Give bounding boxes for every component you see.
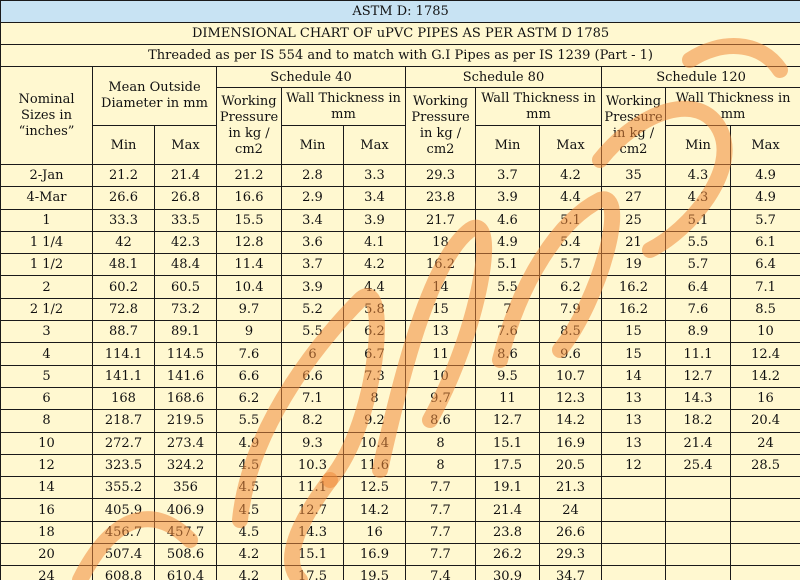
nominal-size-cell: 2 <box>1 276 93 298</box>
od-min-cell: 88.7 <box>93 321 155 343</box>
od-min-header: Min <box>93 126 155 165</box>
sch120-wall-min-cell: 5.5 <box>666 231 731 253</box>
sch40-wall-max-cell: 7.3 <box>344 365 406 387</box>
sch40-wall-min-cell: 2.9 <box>282 187 344 209</box>
sch120-pressure-cell: 14 <box>602 365 666 387</box>
sch40-wall-min-cell: 14.3 <box>282 521 344 543</box>
sch120-wall-max-cell <box>731 477 800 499</box>
nominal-size-cell: 1 1/2 <box>1 254 93 276</box>
sch40-pressure-cell: 16.6 <box>217 187 282 209</box>
sch80-wall-max-cell: 7.9 <box>540 298 602 320</box>
sch120-pressure-cell <box>602 544 666 566</box>
sch120-pressure-cell: 12 <box>602 454 666 476</box>
sch120-wall-min-cell <box>666 521 731 543</box>
table-row <box>1 544 800 566</box>
table-row <box>1 432 800 454</box>
sch120-pressure-cell <box>602 499 666 521</box>
nominal-size-header: Nominal Sizes in “inches” <box>1 67 93 165</box>
od-max-cell: 60.5 <box>155 276 217 298</box>
sch40-pressure-cell: 4.5 <box>217 521 282 543</box>
sch80-wall-max-cell: 24 <box>540 499 602 521</box>
sch80-wall-min-cell: 3.9 <box>476 187 540 209</box>
sch40-pressure-cell: 10.4 <box>217 276 282 298</box>
sch80-wall-max-cell: 5.4 <box>540 231 602 253</box>
od-min-cell: 507.4 <box>93 544 155 566</box>
table-row <box>1 499 800 521</box>
sch40-wall-min-cell: 5.5 <box>282 321 344 343</box>
sch40-wall-min-cell: 7.1 <box>282 387 344 409</box>
table-row <box>1 387 800 409</box>
sch40-pressure-cell: 4.2 <box>217 544 282 566</box>
sch40-wall-min-cell: 17.5 <box>282 566 344 580</box>
sch80-wall-min-cell: 17.5 <box>476 454 540 476</box>
sch80-wall-max-cell: 9.6 <box>540 343 602 365</box>
sch40-pressure-cell: 6.2 <box>217 387 282 409</box>
od-max-cell: 141.6 <box>155 365 217 387</box>
sch80-wall-min-cell: 21.4 <box>476 499 540 521</box>
sch120-pressure-cell <box>602 477 666 499</box>
sch120-pressure-cell: 15 <box>602 343 666 365</box>
table-row <box>1 477 800 499</box>
sch40-pressure-cell: 4.9 <box>217 432 282 454</box>
table-row <box>1 343 800 365</box>
sch40-wall-max-cell: 6.2 <box>344 321 406 343</box>
od-min-cell: 21.2 <box>93 165 155 187</box>
sch80-pressure-cell: 8 <box>406 432 476 454</box>
sch120-wall-max-cell <box>731 544 800 566</box>
sch120-pressure-cell: 25 <box>602 209 666 231</box>
od-min-cell: 355.2 <box>93 477 155 499</box>
sch40-wall-max-cell: 16.9 <box>344 544 406 566</box>
sch120-pressure-cell: 15 <box>602 321 666 343</box>
od-min-cell: 405.9 <box>93 499 155 521</box>
sch120-wall-max-cell: 16 <box>731 387 800 409</box>
od-max-cell: 21.4 <box>155 165 217 187</box>
sch80-pressure-cell: 13 <box>406 321 476 343</box>
sch40-wall-max-cell: 4.4 <box>344 276 406 298</box>
sch40-pressure-cell: 4.2 <box>217 566 282 580</box>
od-max-header: Max <box>155 126 217 165</box>
table-row <box>1 321 800 343</box>
table-row <box>1 410 800 432</box>
sch120-pressure-cell: 13 <box>602 432 666 454</box>
table-row <box>1 454 800 476</box>
sch120-wall-min-cell: 14.3 <box>666 387 731 409</box>
sch120-max-header: Max <box>731 126 800 165</box>
sch40-pressure-cell: 9.7 <box>217 298 282 320</box>
sch40-wall-min-cell: 15.1 <box>282 544 344 566</box>
sch120-wall-min-cell: 4.3 <box>666 187 731 209</box>
sch120-wall-min-cell: 7.6 <box>666 298 731 320</box>
nominal-size-cell: 1 <box>1 209 93 231</box>
od-max-cell: 273.4 <box>155 432 217 454</box>
sch80-pressure-cell: 7.7 <box>406 499 476 521</box>
nominal-size-cell: 12 <box>1 454 93 476</box>
sch120-pressure-cell: 35 <box>602 165 666 187</box>
sch40-wall-min-cell: 3.6 <box>282 231 344 253</box>
sch80-wall-max-cell: 12.3 <box>540 387 602 409</box>
nominal-size-cell: 5 <box>1 365 93 387</box>
sch120-wall-min-cell <box>666 544 731 566</box>
od-max-cell: 356 <box>155 477 217 499</box>
sch80-wall-max-cell: 6.2 <box>540 276 602 298</box>
sch80-pressure-cell: 11 <box>406 343 476 365</box>
od-max-cell: 114.5 <box>155 343 217 365</box>
sch40-pressure-cell: 4.5 <box>217 477 282 499</box>
sch40-pressure-cell: 9 <box>217 321 282 343</box>
schedule-40-header: Schedule 40 <box>217 67 406 88</box>
sch120-wall-max-cell: 6.1 <box>731 231 800 253</box>
table-row <box>1 521 800 543</box>
sch80-wall-max-cell: 26.6 <box>540 521 602 543</box>
sch120-pressure-cell <box>602 566 666 580</box>
od-min-cell: 42 <box>93 231 155 253</box>
sch80-wall-min-cell: 5.1 <box>476 254 540 276</box>
sch80-wall-min-cell: 4.9 <box>476 231 540 253</box>
sch120-pressure-cell: 16.2 <box>602 298 666 320</box>
sch40-pressure-cell: 15.5 <box>217 209 282 231</box>
sch120-wall-min-cell: 11.1 <box>666 343 731 365</box>
sch80-pressure-cell: 8 <box>406 454 476 476</box>
sch80-pressure-cell: 15 <box>406 298 476 320</box>
od-min-cell: 456.7 <box>93 521 155 543</box>
od-min-cell: 48.1 <box>93 254 155 276</box>
sch120-wall-max-cell: 24 <box>731 432 800 454</box>
sch80-pressure-cell: 16.2 <box>406 254 476 276</box>
nominal-size-cell: 24 <box>1 566 93 580</box>
sch120-wall-min-cell: 6.4 <box>666 276 731 298</box>
sch80-max-header: Max <box>540 126 602 165</box>
sch120-wall-max-cell: 4.9 <box>731 165 800 187</box>
sch40-wall-min-cell: 10.3 <box>282 454 344 476</box>
sch80-pressure-cell: 14 <box>406 276 476 298</box>
sch40-wall-min-cell: 8.2 <box>282 410 344 432</box>
sch40-min-header: Min <box>282 126 344 165</box>
sch120-wall-max-cell: 6.4 <box>731 254 800 276</box>
sch120-wall-max-cell: 12.4 <box>731 343 800 365</box>
sch120-wall-min-cell <box>666 566 731 580</box>
sch40-wall-min-cell: 6.6 <box>282 365 344 387</box>
od-min-cell: 141.1 <box>93 365 155 387</box>
sch80-wall-max-cell: 8.5 <box>540 321 602 343</box>
sch80-wall-min-cell: 8.6 <box>476 343 540 365</box>
nominal-size-cell: 2 1/2 <box>1 298 93 320</box>
table-body <box>1 165 800 580</box>
sch120-wall-max-cell: 5.7 <box>731 209 800 231</box>
sch40-wall-min-cell: 2.8 <box>282 165 344 187</box>
sch120-wall-max-cell <box>731 566 800 580</box>
sch80-wall-thickness-header: Wall Thickness in mm <box>476 88 602 126</box>
table-row <box>1 165 800 187</box>
sch80-pressure-cell: 29.3 <box>406 165 476 187</box>
sch40-wall-max-cell: 12.5 <box>344 477 406 499</box>
od-min-cell: 114.1 <box>93 343 155 365</box>
sch80-wall-max-cell: 5.7 <box>540 254 602 276</box>
sch120-wall-max-cell: 14.2 <box>731 365 800 387</box>
od-min-cell: 323.5 <box>93 454 155 476</box>
od-min-cell: 218.7 <box>93 410 155 432</box>
sch40-wall-min-cell: 3.9 <box>282 276 344 298</box>
sch120-pressure-cell: 27 <box>602 187 666 209</box>
sch40-pressure-cell: 11.4 <box>217 254 282 276</box>
sch80-wall-max-cell: 5.1 <box>540 209 602 231</box>
sch80-pressure-cell: 18 <box>406 231 476 253</box>
sch120-wall-min-cell: 18.2 <box>666 410 731 432</box>
sch80-wall-max-cell: 20.5 <box>540 454 602 476</box>
nominal-size-cell: 20 <box>1 544 93 566</box>
od-max-cell: 168.6 <box>155 387 217 409</box>
sch80-wall-min-cell: 23.8 <box>476 521 540 543</box>
nominal-size-cell: 6 <box>1 387 93 409</box>
sch120-wall-min-cell <box>666 477 731 499</box>
sch40-wall-max-cell: 3.3 <box>344 165 406 187</box>
sch80-pressure-cell: 7.7 <box>406 477 476 499</box>
od-max-cell: 33.5 <box>155 209 217 231</box>
sch80-pressure-cell: 23.8 <box>406 187 476 209</box>
sch40-wall-max-cell: 19.5 <box>344 566 406 580</box>
sch120-wall-max-cell: 4.9 <box>731 187 800 209</box>
od-min-cell: 60.2 <box>93 276 155 298</box>
sch40-pressure-cell: 5.5 <box>217 410 282 432</box>
mean-od-header: Mean Outside Diameter in mm <box>93 67 217 126</box>
sch120-pressure-cell: 16.2 <box>602 276 666 298</box>
sch80-wall-min-cell: 26.2 <box>476 544 540 566</box>
chart-subtitle: Threaded as per IS 554 and to match with G.I Pipes as per IS 1239 (Part - 1) <box>1 45 800 67</box>
sch40-wall-min-cell: 12.7 <box>282 499 344 521</box>
sch40-wall-max-cell: 8 <box>344 387 406 409</box>
sch120-wall-thickness-header: Wall Thickness in mm <box>666 88 800 126</box>
od-min-cell: 608.8 <box>93 566 155 580</box>
sch40-wall-thickness-header: Wall Thickness in mm <box>282 88 406 126</box>
table-row <box>1 276 800 298</box>
sch40-wall-max-cell: 9.2 <box>344 410 406 432</box>
nominal-size-cell: 3 <box>1 321 93 343</box>
nominal-size-cell: 4 <box>1 343 93 365</box>
sch80-wall-min-cell: 7 <box>476 298 540 320</box>
sch40-wall-min-cell: 9.3 <box>282 432 344 454</box>
od-max-cell: 73.2 <box>155 298 217 320</box>
sch120-wall-max-cell <box>731 521 800 543</box>
sch40-pressure-cell: 21.2 <box>217 165 282 187</box>
table-row <box>1 298 800 320</box>
sch120-pressure-cell: 13 <box>602 387 666 409</box>
sch120-wall-max-cell: 7.1 <box>731 276 800 298</box>
sch80-wall-min-cell: 7.6 <box>476 321 540 343</box>
nominal-size-cell: 8 <box>1 410 93 432</box>
sch80-wall-min-cell: 15.1 <box>476 432 540 454</box>
sch120-wall-max-cell: 28.5 <box>731 454 800 476</box>
table-row <box>1 209 800 231</box>
sch40-wall-max-cell: 14.2 <box>344 499 406 521</box>
sch120-pressure-cell <box>602 521 666 543</box>
sch80-pressure-cell: 8.6 <box>406 410 476 432</box>
sch80-wall-max-cell: 21.3 <box>540 477 602 499</box>
sch80-wall-max-cell: 29.3 <box>540 544 602 566</box>
sch120-wall-min-cell: 5.1 <box>666 209 731 231</box>
nominal-size-cell: 10 <box>1 432 93 454</box>
table-row <box>1 254 800 276</box>
sch120-wall-max-cell: 10 <box>731 321 800 343</box>
sch80-wall-min-cell: 30.9 <box>476 566 540 580</box>
sch40-wall-max-cell: 6.7 <box>344 343 406 365</box>
sch80-wall-max-cell: 4.2 <box>540 165 602 187</box>
schedule-120-header: Schedule 120 <box>602 67 800 88</box>
sch80-wall-min-cell: 12.7 <box>476 410 540 432</box>
od-min-cell: 72.8 <box>93 298 155 320</box>
sch40-wall-min-cell: 3.7 <box>282 254 344 276</box>
sch80-wall-min-cell: 19.1 <box>476 477 540 499</box>
sch80-wall-min-cell: 5.5 <box>476 276 540 298</box>
table-row <box>1 231 800 253</box>
od-max-cell: 48.4 <box>155 254 217 276</box>
sch120-pressure-cell: 19 <box>602 254 666 276</box>
sch80-working-pressure-header: Working Pressure in kg / cm2 <box>406 88 476 165</box>
sch80-pressure-cell: 7.4 <box>406 566 476 580</box>
sch80-wall-min-cell: 11 <box>476 387 540 409</box>
chart-title: DIMENSIONAL CHART OF uPVC PIPES AS PER ASTM D 1785 <box>1 23 800 45</box>
sch120-wall-min-cell: 4.3 <box>666 165 731 187</box>
sch120-wall-min-cell: 21.4 <box>666 432 731 454</box>
sch120-wall-max-cell: 8.5 <box>731 298 800 320</box>
sch40-max-header: Max <box>344 126 406 165</box>
od-min-cell: 168 <box>93 387 155 409</box>
sch120-wall-max-cell: 20.4 <box>731 410 800 432</box>
table-row <box>1 566 800 580</box>
nominal-size-cell: 1 1/4 <box>1 231 93 253</box>
sch80-wall-max-cell: 14.2 <box>540 410 602 432</box>
sch80-pressure-cell: 9.7 <box>406 387 476 409</box>
nominal-size-cell: 4-Mar <box>1 187 93 209</box>
od-min-cell: 272.7 <box>93 432 155 454</box>
sch80-wall-max-cell: 34.7 <box>540 566 602 580</box>
sch120-wall-max-cell <box>731 499 800 521</box>
od-max-cell: 508.6 <box>155 544 217 566</box>
sch40-pressure-cell: 6.6 <box>217 365 282 387</box>
sch80-wall-max-cell: 16.9 <box>540 432 602 454</box>
table-row <box>1 365 800 387</box>
od-max-cell: 610.4 <box>155 566 217 580</box>
od-max-cell: 42.3 <box>155 231 217 253</box>
sch120-min-header: Min <box>666 126 731 165</box>
sch40-wall-max-cell: 3.4 <box>344 187 406 209</box>
sch80-pressure-cell: 21.7 <box>406 209 476 231</box>
table-row <box>1 187 800 209</box>
sch40-wall-max-cell: 11.6 <box>344 454 406 476</box>
sch40-working-pressure-header: Working Pressure in kg / cm2 <box>217 88 282 165</box>
od-max-cell: 324.2 <box>155 454 217 476</box>
sch40-pressure-cell: 4.5 <box>217 499 282 521</box>
sch120-working-pressure-header: Working Pressure in kg / cm2 <box>602 88 666 165</box>
sch40-wall-max-cell: 3.9 <box>344 209 406 231</box>
nominal-size-cell: 18 <box>1 521 93 543</box>
sch40-pressure-cell: 12.8 <box>217 231 282 253</box>
sch40-wall-max-cell: 16 <box>344 521 406 543</box>
sch40-wall-max-cell: 10.4 <box>344 432 406 454</box>
sch80-min-header: Min <box>476 126 540 165</box>
sch80-wall-min-cell: 9.5 <box>476 365 540 387</box>
nominal-size-cell: 16 <box>1 499 93 521</box>
od-max-cell: 89.1 <box>155 321 217 343</box>
sch40-wall-max-cell: 4.1 <box>344 231 406 253</box>
od-max-cell: 219.5 <box>155 410 217 432</box>
sch120-pressure-cell: 21 <box>602 231 666 253</box>
od-max-cell: 26.8 <box>155 187 217 209</box>
od-max-cell: 457.7 <box>155 521 217 543</box>
sch40-wall-max-cell: 4.2 <box>344 254 406 276</box>
sch80-pressure-cell: 7.7 <box>406 544 476 566</box>
sch80-wall-max-cell: 4.4 <box>540 187 602 209</box>
od-min-cell: 33.3 <box>93 209 155 231</box>
sch120-wall-min-cell: 5.7 <box>666 254 731 276</box>
sch80-wall-min-cell: 3.7 <box>476 165 540 187</box>
nominal-size-cell: 14 <box>1 477 93 499</box>
sch40-wall-min-cell: 5.2 <box>282 298 344 320</box>
sch40-wall-min-cell: 6 <box>282 343 344 365</box>
sch120-wall-min-cell: 12.7 <box>666 365 731 387</box>
od-max-cell: 406.9 <box>155 499 217 521</box>
sch40-wall-max-cell: 5.8 <box>344 298 406 320</box>
standard-code: ASTM D: 1785 <box>1 1 800 23</box>
sch120-wall-min-cell: 8.9 <box>666 321 731 343</box>
sch40-pressure-cell: 4.5 <box>217 454 282 476</box>
sch40-pressure-cell: 7.6 <box>217 343 282 365</box>
sch80-pressure-cell: 10 <box>406 365 476 387</box>
sch80-wall-max-cell: 10.7 <box>540 365 602 387</box>
od-min-cell: 26.6 <box>93 187 155 209</box>
sch80-pressure-cell: 7.7 <box>406 521 476 543</box>
sch40-wall-min-cell: 3.4 <box>282 209 344 231</box>
schedule-80-header: Schedule 80 <box>406 67 602 88</box>
sch120-pressure-cell: 13 <box>602 410 666 432</box>
sch120-wall-min-cell: 25.4 <box>666 454 731 476</box>
sch80-wall-min-cell: 4.6 <box>476 209 540 231</box>
nominal-size-cell: 2-Jan <box>1 165 93 187</box>
sch120-wall-min-cell <box>666 499 731 521</box>
sch40-wall-min-cell: 11.1 <box>282 477 344 499</box>
